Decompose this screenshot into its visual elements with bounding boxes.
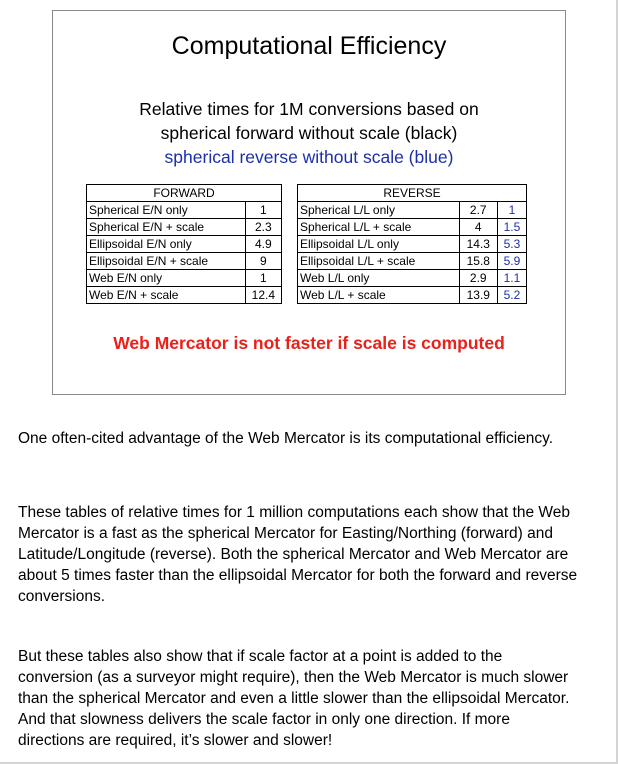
reverse-row-value-blue: 1.1 (497, 270, 526, 287)
reverse-row-label: Ellipsoidal L/L + scale (298, 253, 460, 270)
forward-table (86, 184, 282, 304)
reverse-row-label: Web L/L only (298, 270, 460, 287)
slide-subtitle-line-3: spherical reverse without scale (blue) (164, 147, 454, 167)
forward-row-value: 9 (245, 253, 281, 270)
table-row (87, 236, 282, 253)
table-row (298, 287, 527, 304)
forward-header: FORWARD (87, 185, 282, 202)
table-row (87, 219, 282, 236)
reverse-row-value-blue: 1.5 (497, 219, 526, 236)
table-row (87, 287, 282, 304)
slide-subtitle-line-1: Relative times for 1M conversions based on (139, 99, 479, 119)
reverse-row-label: Spherical L/L only (298, 202, 460, 219)
reverse-row-value: 2.9 (459, 270, 497, 287)
table-row (87, 270, 282, 287)
paragraph-1: One often-cited advantage of the Web Mercator is its computational efficiency. (18, 430, 554, 447)
reverse-row-value-blue: 5.2 (497, 287, 526, 304)
forward-row-label: Ellipsoidal E/N + scale (87, 253, 246, 270)
forward-row-value: 1 (245, 202, 281, 219)
reverse-row-label: Ellipsoidal L/L only (298, 236, 460, 253)
reverse-row-value-blue: 5.3 (497, 236, 526, 253)
table-row (87, 202, 282, 219)
table-row (87, 253, 282, 270)
forward-row-value: 1 (245, 270, 281, 287)
forward-row-label: Web E/N only (87, 270, 246, 287)
reverse-row-value-blue: 1 (497, 202, 526, 219)
table-row (298, 236, 527, 253)
slide-subtitle-line-2: spherical forward without scale (black) (160, 123, 458, 143)
forward-row-value: 12.4 (245, 287, 281, 304)
forward-row-label: Ellipsoidal E/N only (87, 236, 246, 253)
reverse-row-label: Spherical L/L + scale (298, 219, 460, 236)
reverse-row-value: 13.9 (459, 287, 497, 304)
paragraph-2: These tables of relative times for 1 million computations each show that the Web Mercator is a fast as the spherical Mercator for Easting/Northing (forward) and Latitude/Longitude (reverse). Both the spherical Mercator and Web Mercator are about 5 times faster than the ellipsoidal Mercator for both the forward and reverse conversions. (18, 504, 578, 605)
reverse-table (297, 184, 527, 304)
table-row (298, 202, 527, 219)
reverse-header: REVERSE (298, 185, 527, 202)
slide-title: Computational Efficiency (171, 32, 447, 60)
paragraph-3: But these tables also show that if scale factor at a point is added to the conversion (as a surveyor might require), then the Web Mercator is much slower than the spherical Mercator and even a little slower than the ellipsoidal Mercator. And that slowness delivers the scale factor in only one direction. If more directions are required, it’s slower and slower! (18, 648, 570, 749)
reverse-row-value: 14.3 (459, 236, 497, 253)
table-row (298, 219, 527, 236)
reverse-row-value-blue: 5.9 (497, 253, 526, 270)
forward-row-value: 2.3 (245, 219, 281, 236)
forward-row-label: Web E/N + scale (87, 287, 246, 304)
forward-row-label: Spherical E/N + scale (87, 219, 246, 236)
reverse-row-value: 4 (459, 219, 497, 236)
reverse-header-row (298, 185, 527, 202)
reverse-row-value: 2.7 (459, 202, 497, 219)
forward-row-label: Spherical E/N only (87, 202, 246, 219)
reverse-row-value: 15.8 (459, 253, 497, 270)
slide-image (52, 10, 566, 395)
table-row (298, 253, 527, 270)
callout-text: Web Mercator is not faster if scale is computed (113, 333, 505, 353)
table-row (298, 270, 527, 287)
reverse-row-label: Web L/L + scale (298, 287, 460, 304)
forward-header-row (87, 185, 282, 202)
forward-row-value: 4.9 (245, 236, 281, 253)
